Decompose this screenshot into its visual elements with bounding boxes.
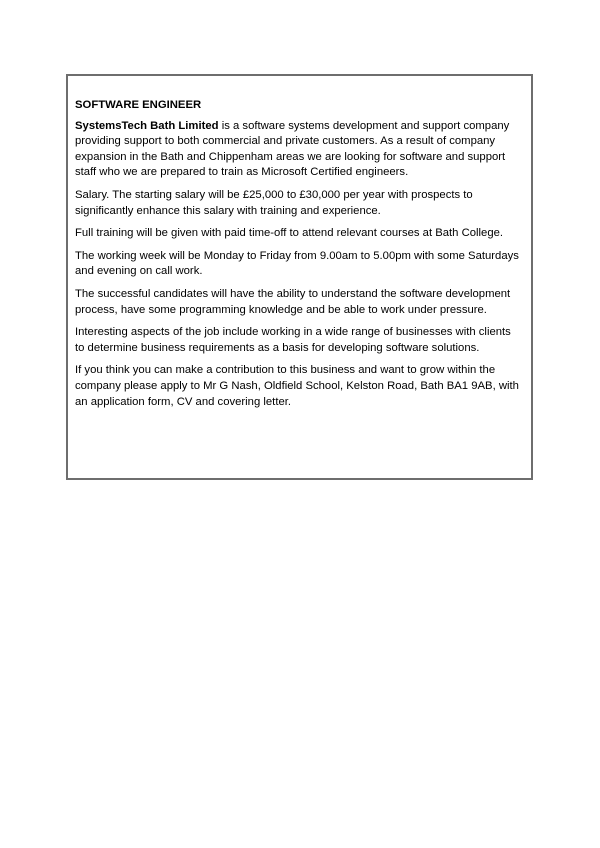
salary-paragraph: Salary. The starting salary will be £25,000 to £30,000 per year with prospects to significantly enhance this salary with training and experience. <box>75 188 473 217</box>
advert-title: SOFTWARE ENGINEER <box>75 99 202 111</box>
intro-paragraph <box>75 119 523 181</box>
working-week-paragraph: The working week will be Monday to Friday from 9.00am to 5.00pm with some Saturdays and evening on call work. <box>75 249 519 278</box>
training-paragraph: Full training will be given with paid time-off to attend relevant courses at Bath College. <box>75 227 504 240</box>
candidates-paragraph: The successful candidates will have the ability to understand the software development process, have some programming knowledge and be able to work under pressure. <box>75 287 511 316</box>
company-name: SystemsTech Bath Limited <box>75 119 219 132</box>
aspects-paragraph: Interesting aspects of the job include working in a wide range of businesses with clients to determine business requirements as a basis for developing software solutions. <box>75 326 511 354</box>
apply-paragraph: If you think you can make a contribution to this business and want to grow within the company please apply to Mr G Nash, Oldfield School, Kelston Road, Bath BA1 9AB, with an application form, CV and covering letter. <box>75 364 519 408</box>
job-advert-box <box>66 74 533 480</box>
intro-text: is a software systems development and support company providing support to both commercial and private customers. As a result of company expansion in the Bath and Chippenham areas we are looking for software and support staff who we are prepared to train as Microsoft Certified engineers. <box>75 119 510 179</box>
